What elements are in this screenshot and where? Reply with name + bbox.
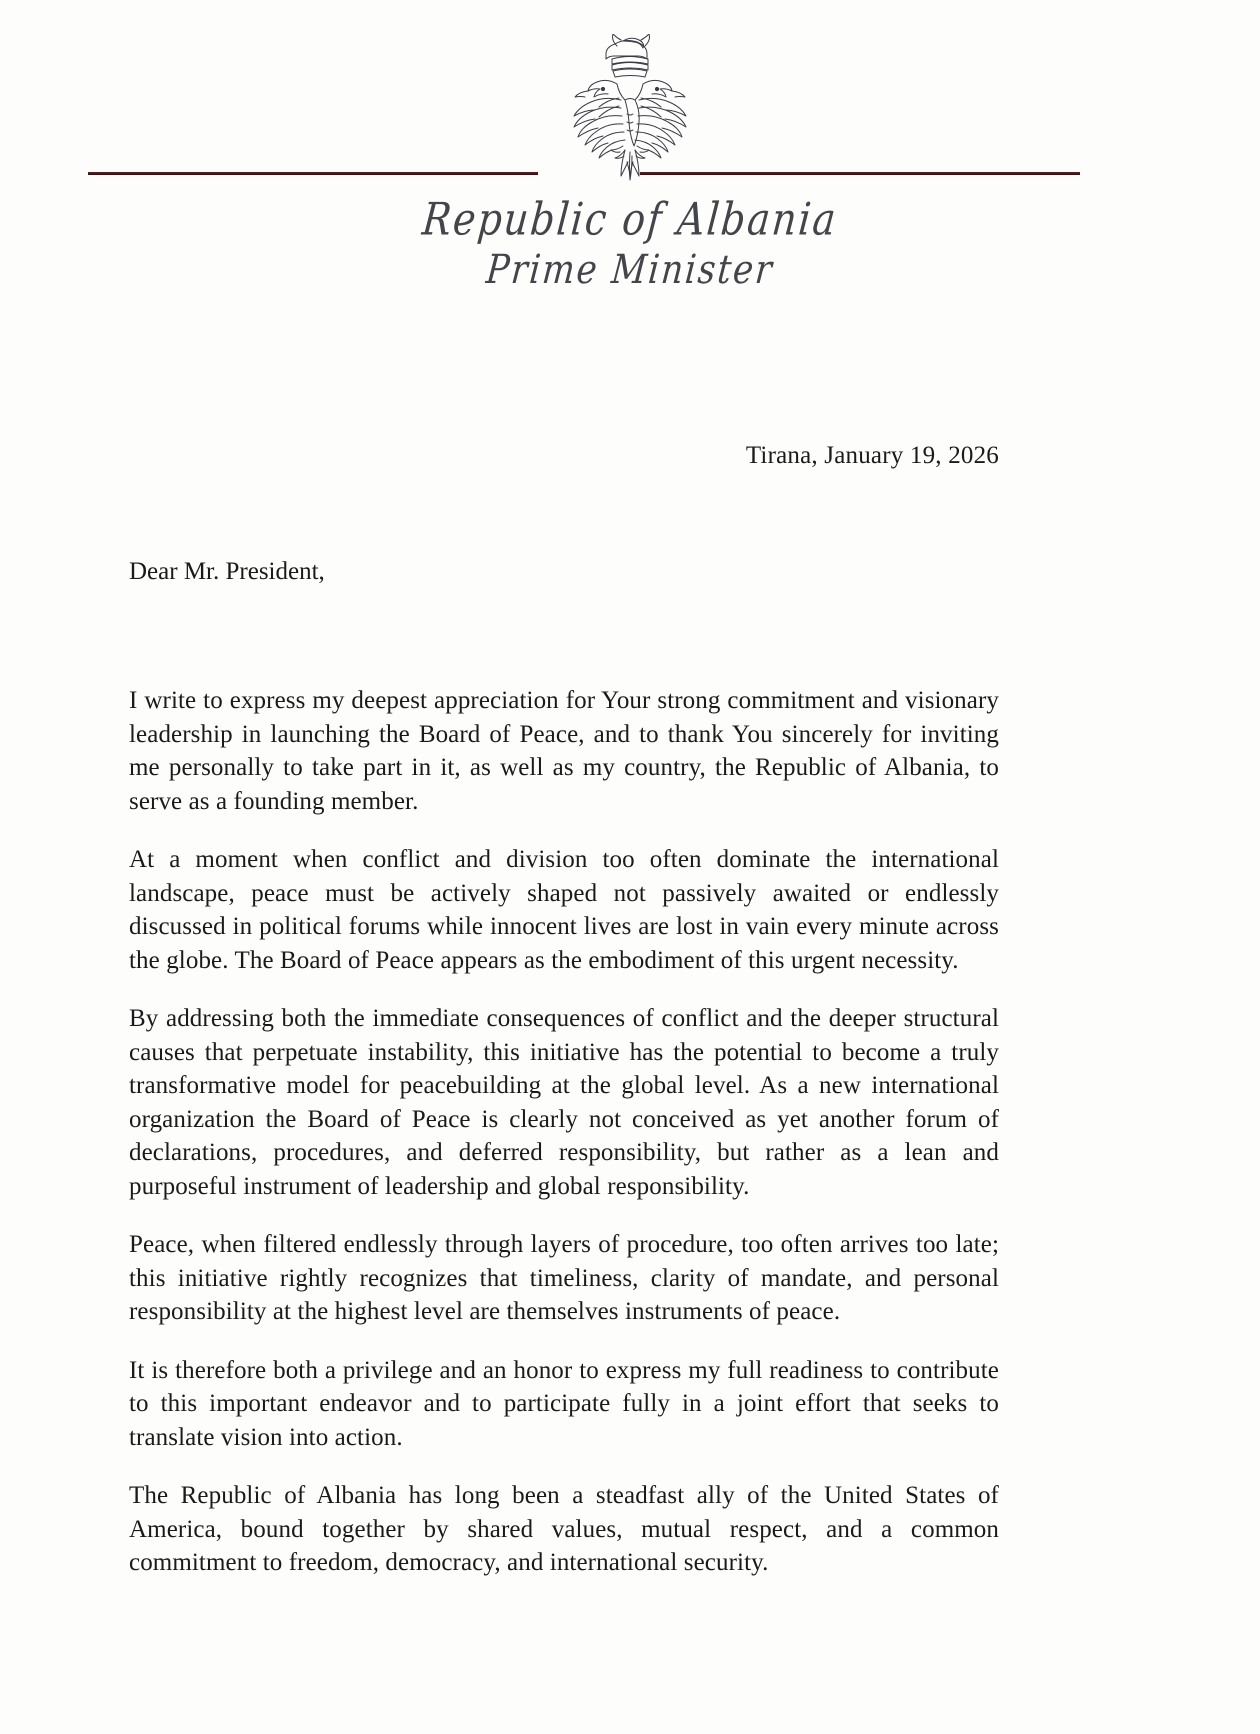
office-title: Prime Minister: [484, 246, 776, 294]
letter-body: [129, 440, 999, 1580]
albanian-double-headed-eagle-emblem: [555, 34, 705, 189]
organization-name: Republic of Albania: [420, 193, 840, 245]
paragraph: At a moment when conflict and division too often dominate the international landscape, peace must be actively shaped not passively awaited or endlessly discussed in political forums while innocent lives are lost in vain every minute across the globe. The Board of Peace appears as the embodiment of this urgent necessity.: [129, 846, 999, 974]
salutation: Dear Mr. President,: [129, 558, 325, 585]
divider-rule-left: [88, 172, 538, 175]
letterhead-titles: [0, 193, 1260, 294]
letterhead: [0, 0, 1260, 330]
paragraph: It is therefore both a privilege and an honor to express my full readiness to contribute to this important endeavor and to participate fully in a joint effort that seeks to translate vision into action.: [129, 1356, 999, 1451]
date-line: Tirana, January 19, 2026: [745, 442, 999, 469]
paragraph: The Republic of Albania has long been a steadfast ally of the United States of America, bound together by shared values, mutual respect, and a common commitment to freedom, democracy, and international security.: [129, 1482, 999, 1576]
paragraph: By addressing both the immediate consequences of conflict and the deeper structural causes that perpetuate instability, this initiative has the potential to become a truly transformative model for peacebuilding at the global level. As a new international organization the Board of Peace is clearly not conceived as yet another forum of declarations, procedures, and deferred responsibility, but rather as a lean and purposeful instrument of leadership and global responsibility.: [129, 1005, 999, 1200]
paragraph: Peace, when filtered endlessly through layers of procedure, too often arrives too late; this initiative rightly recognizes that timeliness, clarity of mandate, and personal responsibility at the highest level are themselves instruments of peace.: [129, 1231, 999, 1325]
paragraph: I write to express my deepest appreciation for Your strong commitment and visionary leadership in launching the Board of Peace, and to thank You sincerely for inviting me personally to take part in it, as well as my country, the Republic of Albania, to serve as a founding member.: [129, 687, 999, 815]
divider-rule-right: [640, 172, 1080, 175]
